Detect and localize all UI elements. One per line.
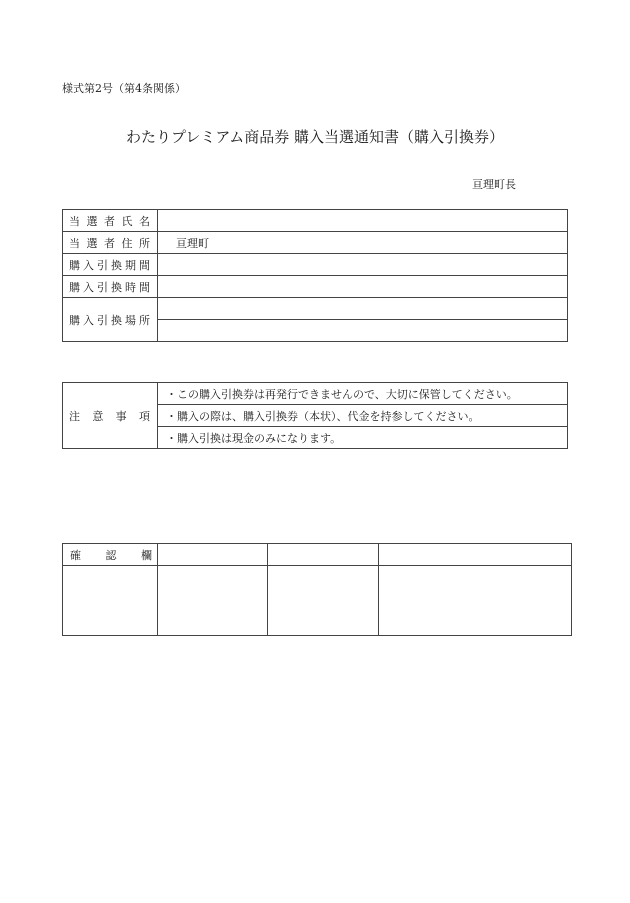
document-title: わたりプレミアム商品券 購入当選通知書（購入引換券）: [125, 128, 505, 146]
exchange-period-label: 購 入 引 換 期 間: [63, 254, 158, 276]
exchange-period-row: [63, 254, 568, 276]
note-item-3: ・購入引換は現金のみになります。: [158, 427, 568, 449]
confirmation-header-row: [63, 544, 572, 566]
confirmation-stamp-cell-3[interactable]: [268, 566, 379, 636]
exchange-time-value[interactable]: [158, 276, 568, 298]
confirmation-header-cell-2[interactable]: [268, 544, 379, 566]
note-item-1: ・この購入引換券は再発行できませんので、大切に保管してください。: [158, 383, 568, 405]
confirmation-header-cell-3[interactable]: [379, 544, 572, 566]
exchange-period-value[interactable]: [158, 254, 568, 276]
winner-address-value[interactable]: 亘理町: [158, 232, 568, 254]
confirmation-header-cell-1[interactable]: [158, 544, 268, 566]
winner-name-value[interactable]: [158, 210, 568, 232]
confirmation-stamp-cell-4[interactable]: [379, 566, 572, 636]
form-number: 様式第2号（第4条関係）: [62, 82, 186, 95]
exchange-place-value-1[interactable]: [158, 298, 568, 320]
notes-label: 注 意 事 項: [63, 383, 158, 449]
note-item-2: ・購入の際は、購入引換券（本状）、代金を持参してください。: [158, 405, 568, 427]
confirmation-table: [62, 543, 572, 636]
confirmation-stamp-cell-2[interactable]: [158, 566, 268, 636]
confirmation-stamp-row: [63, 566, 572, 636]
confirmation-label: 確 認 欄: [63, 544, 158, 566]
exchange-time-row: [63, 276, 568, 298]
issuer-name: 亘理町長: [472, 178, 516, 191]
winner-name-label: 当 選 者 氏 名: [63, 210, 158, 232]
notes-table: [62, 382, 568, 449]
exchange-place-label: 購 入 引 換 場 所: [63, 298, 158, 342]
winner-info-table: [62, 209, 568, 342]
winner-name-row: [63, 210, 568, 232]
confirmation-stamp-cell-1[interactable]: [63, 566, 158, 636]
note-row: [63, 383, 568, 405]
exchange-place-row: [63, 298, 568, 320]
exchange-time-label: 購 入 引 換 時 間: [63, 276, 158, 298]
winner-address-label: 当 選 者 住 所: [63, 232, 158, 254]
exchange-place-value-2[interactable]: [158, 320, 568, 342]
winner-address-row: [63, 232, 568, 254]
